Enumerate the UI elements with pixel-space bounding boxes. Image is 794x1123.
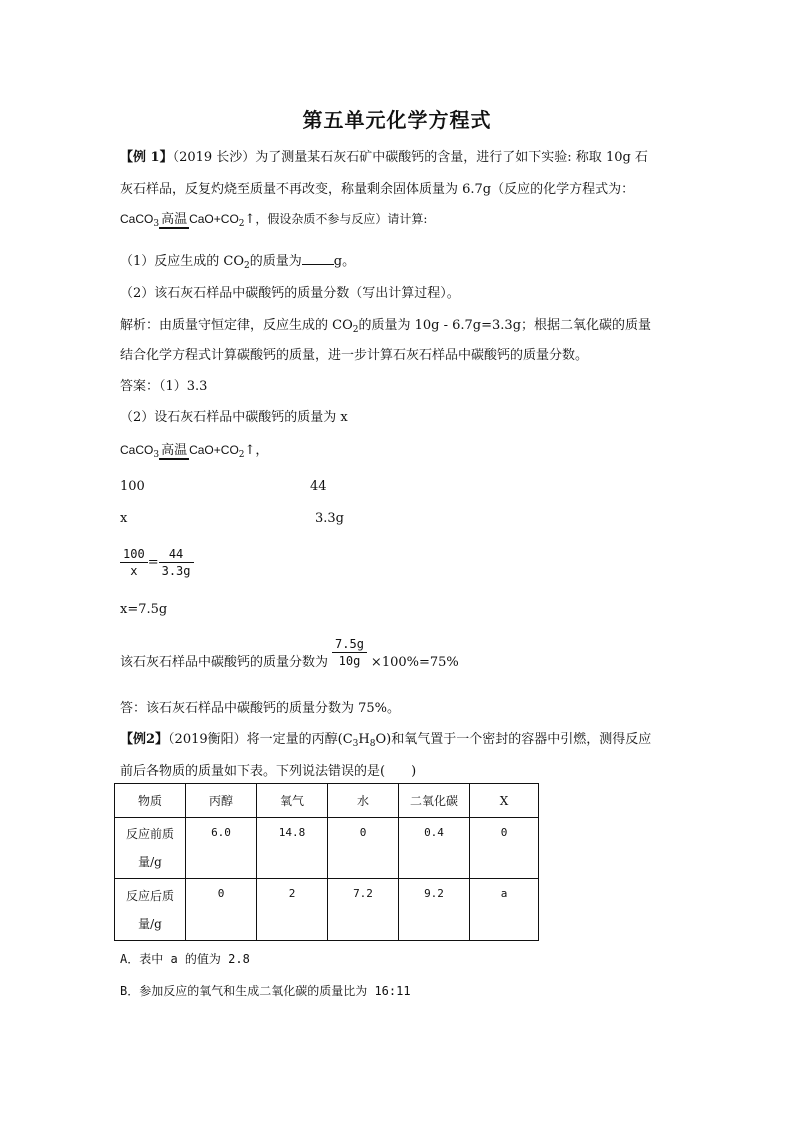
fraction-left: $\frac{100}{x}$ [120, 546, 148, 579]
example1-line1 [120, 146, 648, 165]
option-a: A．表中 a 的值为 2.8 [120, 952, 250, 966]
question-1: （1）反应生成的 $CO_2$的质量为 g。 [120, 254, 356, 271]
var-left: x [120, 511, 128, 526]
eq-tail: ，假设杂质不参与反应）请计算: [255, 212, 428, 226]
var-right: 3.3g [315, 511, 344, 526]
analysis-line2: 结合化学方程式计算碳酸钙的质量，进一步计算石灰石样品中碳酸钙的质量分数。 [120, 348, 589, 363]
example2-line2: 前后各物质的质量如下表。下列说法错误的是( ) [120, 764, 417, 779]
table-header: 丙醇 [186, 784, 257, 818]
table-cell: 0.4 [399, 818, 470, 879]
equation-1 [120, 210, 427, 229]
answer-blank [302, 252, 334, 265]
table-header: 氧气 [257, 784, 328, 818]
example2-tag: 【例2】 [120, 732, 169, 747]
mass-right: 44 [310, 479, 327, 494]
option-b: B．参加反应的氧气和生成二氧化碳的质量比为 16:11 [120, 984, 411, 998]
fraction-right: $\frac{44}{3.3g}$ [159, 546, 194, 579]
final-answer: 答：该石灰石样品中碳酸钙的质量分数为 75%。 [120, 701, 401, 716]
gas-arrow: ↑ [244, 212, 256, 227]
table-cell: 0 [328, 818, 399, 879]
answer-part2: （2）设石灰石样品中碳酸钙的质量为 x [120, 410, 348, 425]
equation-2: CaCO$_3$ 高温 $CaO+CO_2↑$， [120, 443, 269, 460]
x-result: x=7.5g [120, 602, 168, 617]
question-2: （2）该石灰石样品中碳酸钙的质量分数（写出计算过程）。 [120, 286, 460, 301]
table-cell: 9.2 [399, 879, 470, 941]
page-title: 第五单元化学方程式 [302, 108, 492, 132]
table-cell: 7.2 [328, 879, 399, 941]
eq-sub: 3 [153, 219, 160, 229]
table-header-row [115, 784, 539, 818]
table-header: X [470, 784, 539, 818]
table-cell: 0 [186, 879, 257, 941]
eq-sub: 2 [238, 219, 245, 229]
answer-line: 答案：（1）3.3 [120, 379, 208, 394]
table-cell: 0 [470, 818, 539, 879]
table-row-label: 反应后质 量/g [115, 879, 186, 941]
example1-tag: 【例 1】 [120, 150, 173, 165]
ratio-equation: $\frac{100}{x}$ = $\frac{44}{3.3g}$ [120, 546, 194, 579]
example1-line2: 灰石样品，反复灼烧至质量不再改变，称量剩余固体质量为 6.7g（反应的化学方程式为： [120, 182, 635, 197]
table-header: 二氧化碳 [399, 784, 470, 818]
fraction-line: 该石灰石样品中碳酸钙的质量分数为 $\frac{7.5g}{10g}$ ×100%=75% [120, 637, 459, 670]
analysis-line1: 解析：由质量守恒定律，反应生成的 $CO_2$的质量为 10g - 6.7g=3.3g；根据二氧化碳的质量 [120, 318, 652, 335]
table-cell: 6.0 [186, 818, 257, 879]
table-cell: 14.8 [257, 818, 328, 879]
eq-product: CaO+CO [189, 212, 239, 226]
table-header: 物质 [115, 784, 186, 818]
eq-condition: 高温 [161, 212, 188, 227]
eq-condition: 高温 [161, 443, 188, 458]
table-cell: a [470, 879, 539, 941]
example1-text1: （2019 长沙）为了测量某石灰石矿中碳酸钙的含量，进行了如下实验: 称取 10g 石 [172, 150, 648, 165]
table-row [115, 879, 539, 941]
table-row [115, 818, 539, 879]
table-cell: 2 [257, 879, 328, 941]
mass-left: 100 [120, 479, 145, 494]
table-row-label: 反应前质 量/g [115, 818, 186, 879]
fraction-percent: $\frac{7.5g}{10g}$ [332, 636, 367, 669]
example2-line1: 【例2】（2019衡阳）将一定量的丙醇$(C_3H_8O)$和氧气置于一个密封的容器中引燃，测得反应 [120, 732, 652, 749]
mass-table [114, 783, 539, 941]
table-header: 水 [328, 784, 399, 818]
eq-reactant: CaCO [120, 212, 154, 226]
